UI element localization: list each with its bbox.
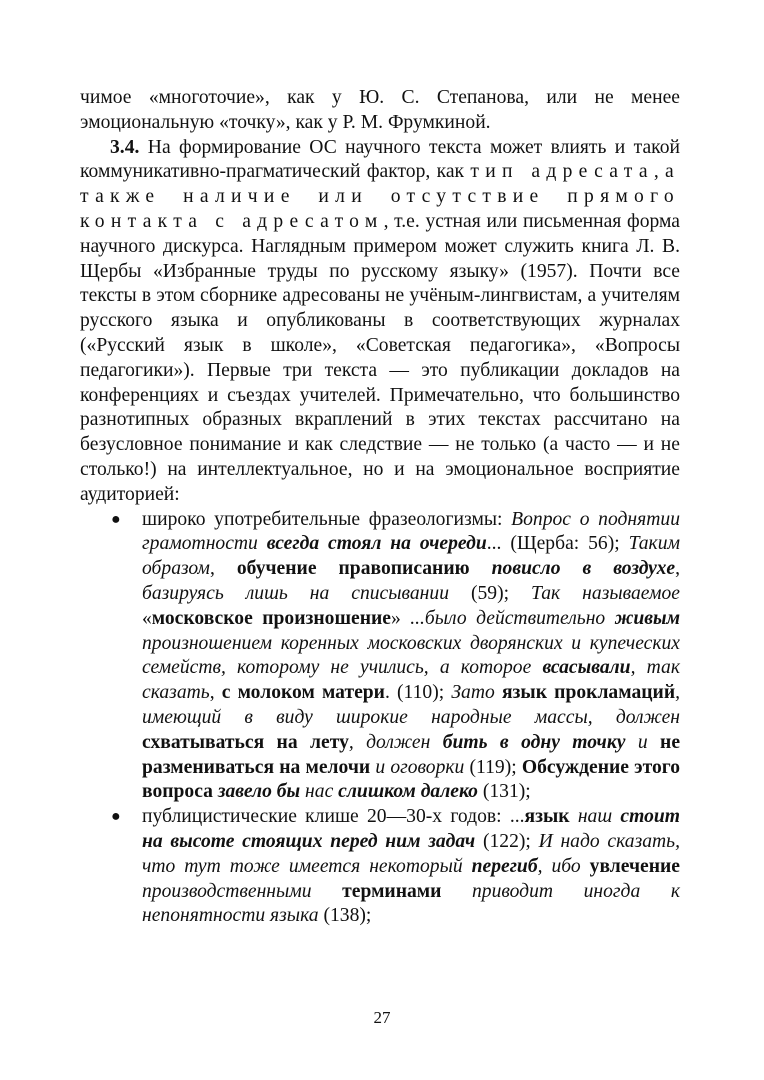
text-run: (119);	[464, 756, 522, 778]
bullet-icon: ●	[111, 510, 121, 528]
text-run: ... (Щерба: 56);	[486, 533, 629, 555]
section-paragraph-text	[80, 137, 680, 505]
spaced-run: а также наличие или отсутствие прямого контакта с адресатом	[80, 161, 681, 232]
italic-run: Зато	[451, 682, 502, 704]
italic-run: нас	[300, 781, 339, 803]
text-run: публицистические клише 20—30-х годов: ...	[142, 806, 525, 828]
list-item-cliches	[80, 805, 680, 929]
text-run: ,	[209, 682, 222, 704]
bold-italic-run: всасывали	[542, 657, 631, 679]
italic-run: , так сказать	[142, 657, 681, 704]
text-run: (131);	[477, 781, 531, 803]
italic-run: наш	[569, 806, 621, 828]
italic-run: ...было действительно	[410, 607, 615, 629]
bold-italic-run: живым	[614, 607, 681, 629]
text-run: ,	[653, 161, 666, 183]
bold-run: язык прокламаций	[501, 682, 676, 704]
bold-italic-run: повисло в воздухе	[491, 558, 676, 580]
text-run: чимое «многоточие», как у Ю. С. Степанова, или не менее эмоциональную «точку», как у Р. М. Фрумкиной.	[80, 87, 680, 133]
bold-run: Обсуждение этого вопроса	[142, 756, 680, 803]
bold-italic-run: перегиб	[471, 855, 538, 877]
text-run: (122);	[475, 830, 539, 852]
list-item-text	[142, 509, 680, 803]
spaced-run: тип адресата	[470, 161, 654, 183]
bold-run: обучение правописанию	[236, 558, 492, 580]
italic-run: приводит иногда к непонятности языка	[142, 880, 680, 927]
text-run: , т.е. устная или письменная форма научного дискурса. Наглядным примером может служить книга Л. В. Щербы «Избранные труды по русскому языку» (1957). Почти все тексты в этом сборнике адресованы не учёным-лингвистам, а учителям русского языка и опубликованы в соответствующих журналах («Русский язык в школе», «Советская педагогика», «Вопросы педагогики»). Первые три текста — это публикации докладов на конференциях и съездах учителей. Примечательно, что большинство разнотипных образных вкраплений в этих текстах рассчитано на безусловное понимание и как следствие — не только (а часто — и не столько!) на интеллектуальное, но и на эмоциональное восприятие аудиторией:	[80, 210, 680, 505]
italic-run: Так называемое	[531, 582, 680, 604]
list-item-phraseologisms	[80, 508, 680, 806]
italic-run: произношением коренных московских дворянских и купеческих семейств, которому не учились, а которое	[142, 632, 680, 679]
text-run: (59);	[449, 582, 532, 604]
section-number: 3.4.	[110, 136, 140, 158]
bold-run: московское произношение	[151, 607, 391, 629]
text-run: (138);	[318, 905, 372, 927]
bold-italic-run: слишком далеко	[338, 781, 478, 803]
italic-run: И надо сказать, что тут тоже имеется некоторый	[142, 830, 681, 877]
examples-list	[80, 508, 680, 930]
page-number: 27	[373, 1008, 391, 1027]
intro-paragraph	[80, 86, 680, 136]
italic-run: Таким образом	[142, 533, 681, 580]
bold-run: терминами	[342, 880, 442, 902]
text-run: На формирование ОС научного текста может влиять и такой коммуникативно-прагматический фактор, как	[80, 136, 680, 183]
italic-run: , имеющий в виду широкие народные массы, должен	[142, 682, 681, 728]
text-run: ,	[209, 558, 237, 580]
italic-run: и оговорки	[370, 756, 465, 778]
bold-run: язык	[524, 806, 570, 828]
bold-run: схватываться на лету	[142, 731, 349, 753]
text-run: широко употребительные фразеологизмы:	[142, 508, 512, 530]
bold-italic-run: всегда стоял на очереди	[266, 533, 487, 555]
bullet-icon: ●	[111, 808, 121, 826]
italic-run: базируясь лишь на списывании	[142, 582, 449, 604]
text-run: ,	[675, 558, 681, 580]
bold-run: не размениваться на мелочи	[142, 731, 681, 778]
bold-run: с молоком матери	[221, 682, 385, 704]
bold-italic-run: стоит на высоте стоящих перед ним задач	[142, 806, 681, 852]
italic-run: и	[625, 731, 661, 753]
section-paragraph	[80, 136, 680, 508]
text-run: »	[390, 607, 411, 629]
italic-run: , должен	[348, 731, 443, 753]
bold-run: увлечение	[589, 855, 680, 877]
italic-run: , ибо	[537, 855, 590, 877]
text-run: . (110);	[384, 682, 452, 704]
list-item-text	[142, 806, 680, 926]
italic-run: Вопрос о поднятии грамотности	[142, 508, 680, 555]
bold-italic-run: завело бы	[217, 781, 301, 803]
italic-run: производственными	[142, 880, 343, 902]
page-body	[80, 86, 680, 929]
text-run: «	[142, 607, 152, 629]
bold-italic-run: бить в одну точку	[442, 731, 626, 753]
